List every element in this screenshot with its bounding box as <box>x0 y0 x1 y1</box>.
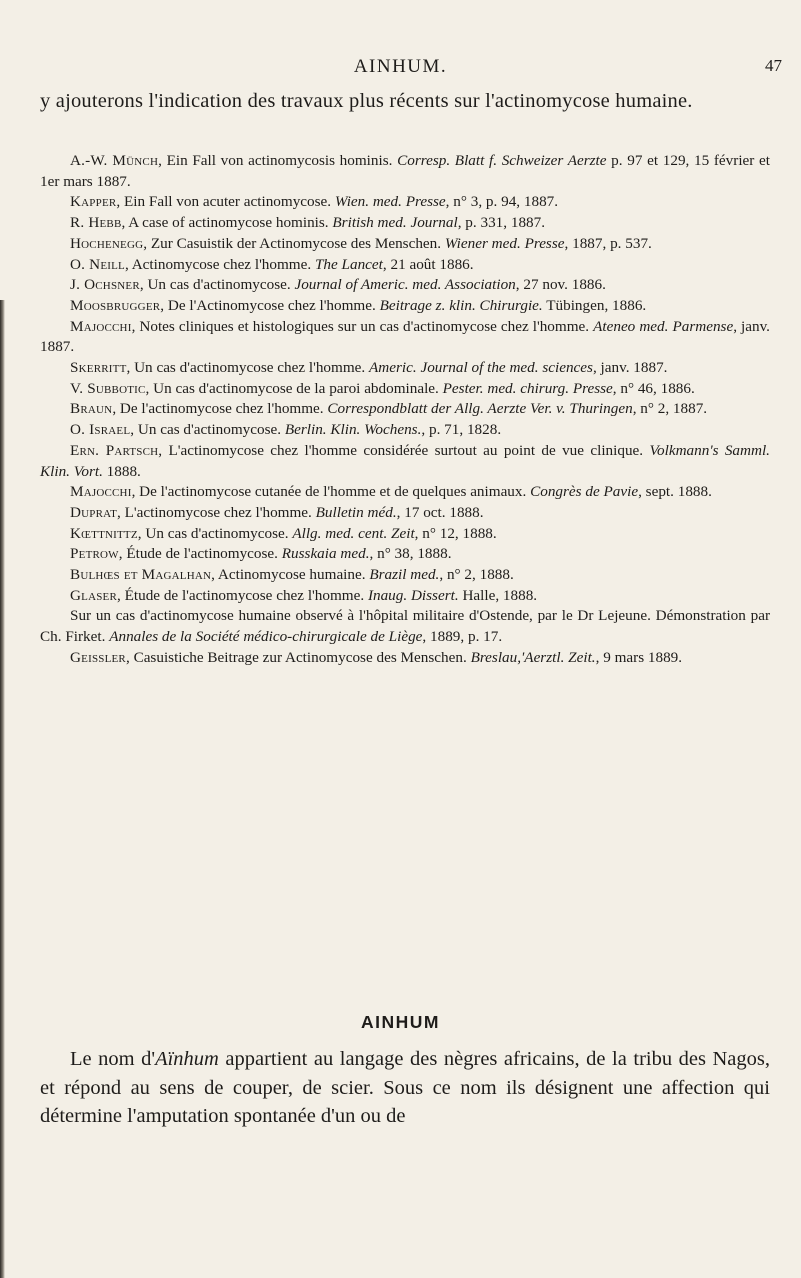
reference-entry <box>40 213 770 234</box>
reference-title: , L'actinomycose chez l'homme considérée surtout au point de vue clinique. <box>158 441 650 459</box>
reference-details: Halle, 1888. <box>458 586 538 604</box>
reference-details: , n° 38, 1888. <box>369 545 452 563</box>
reference-details: , 17 oct. 1888. <box>396 503 484 521</box>
reference-title: , Notes cliniques et histologiques sur un cas d'actinomycose chez l'homme. <box>131 317 594 335</box>
reference-journal: Allg. med. cent. Zeit <box>292 524 415 542</box>
reference-journal: Wiener med. Presse <box>444 234 565 252</box>
reference-title: , De l'actinomycose chez l'homme. <box>112 400 328 418</box>
reference-author: V. Subbotic <box>70 379 146 397</box>
reference-entry <box>40 606 770 647</box>
reference-entry <box>40 565 770 586</box>
reference-entry <box>40 151 770 192</box>
reference-entry <box>40 586 770 607</box>
reference-author: Skerritt <box>70 359 127 377</box>
reference-title: , Ein Fall von acuter actinomycose. <box>116 193 335 211</box>
reference-journal: Breslau,'Aerztl. Zeit. <box>470 648 596 666</box>
reference-journal: Brazil med. <box>369 566 440 584</box>
paragraph-term: Aïnhum <box>155 1048 219 1070</box>
reference-title: , Actinomycose humaine. <box>211 566 370 584</box>
page-number: 47 <box>765 56 782 75</box>
reference-author: Moosbrugger <box>70 296 161 314</box>
reference-details: , n° 12, 1888. <box>414 524 497 542</box>
reference-journal: Corresp. Blatt f. Schweizer Aerzte <box>397 152 607 169</box>
reference-entry <box>40 648 770 669</box>
reference-author: Geissler <box>70 648 126 666</box>
reference-details: p. 97 et 129, 15 février et 1er mars 1887. <box>40 152 770 190</box>
running-title: AINHUM. <box>353 56 448 77</box>
reference-details: , n° 2, 1887. <box>632 400 708 418</box>
reference-title: , Ein Fall von actinomycosis hominis. <box>158 152 398 169</box>
reference-author: Majocchi <box>70 483 132 501</box>
reference-author: Majocchi <box>70 317 132 335</box>
reference-journal: Volkmann's Samml. Klin. Vort. <box>40 441 770 480</box>
binding-edge-shadow <box>0 300 5 1278</box>
reference-title: Sur un cas d'actinomycose humaine observé à l'hôpital militaire d'Ostende, par le Dr Lejeune. Démonstration par Ch. Firket. <box>40 607 770 646</box>
reference-title: , Un cas d'actinomycose. <box>130 421 285 439</box>
reference-author: Duprat <box>70 503 118 521</box>
paragraph-rest: appartient au langage des nègres africains, de la tribu des Nagos, et répond au sens de couper, de scier. Sous ce nom ils désignent une affection qui détermine l'amputation spontanée d'un ou de <box>40 1048 770 1127</box>
reference-author: Bulhœs et Magalhan <box>70 566 212 584</box>
section-paragraph <box>40 1045 770 1131</box>
reference-details: , janv. 1887. <box>40 317 770 356</box>
reference-author: Kœttnittz <box>70 524 138 542</box>
reference-journal: Journal of Americ. med. Association <box>294 276 516 294</box>
reference-details: Tübingen, 1886. <box>542 296 647 314</box>
reference-details: , 21 août 1886. <box>382 255 474 273</box>
reference-journal: Berlin. Klin. Wochens. <box>284 421 422 439</box>
reference-title: , Étude de l'actinomycose. <box>118 545 282 563</box>
reference-list <box>40 151 770 669</box>
reference-entry <box>40 234 770 255</box>
reference-journal: Correspondblatt der Allg. Aerzte Ver. v. Thuringen <box>327 400 633 418</box>
reference-title: , Étude de l'actinomycose chez l'homme. <box>117 586 368 604</box>
reference-details: , 1887, p. 537. <box>564 234 652 252</box>
reference-author: O. Neill <box>70 255 125 273</box>
reference-journal: Bulletin méd. <box>315 503 397 521</box>
paragraph-start: Le nom d' <box>70 1048 156 1070</box>
reference-entry <box>40 317 770 358</box>
reference-journal: Congrès de Pavie <box>530 483 639 501</box>
reference-entry <box>40 296 770 317</box>
reference-journal: Beitrage z. klin. Chirurgie. <box>379 296 543 314</box>
reference-details: , n° 2, 1888. <box>439 566 514 584</box>
reference-entry <box>40 379 770 400</box>
reference-author: A.-W. Münch <box>70 152 159 169</box>
reference-author: Petrow <box>70 545 119 563</box>
reference-entry <box>40 399 770 420</box>
reference-details: , 9 mars 1889. <box>595 648 683 666</box>
reference-details: , 1889, p. 17. <box>422 628 503 646</box>
reference-author: Ern. Partsch <box>70 441 159 459</box>
reference-title: , Un cas d'actinomycose. <box>139 276 295 294</box>
reference-entry <box>40 192 770 213</box>
reference-author: O. Israel <box>70 421 131 439</box>
reference-entry <box>40 544 770 565</box>
reference-author: R. Hebb <box>70 214 122 232</box>
reference-title: , Zur Casuistik der Actinomycose des Menschen. <box>143 234 445 252</box>
reference-title: , Casuistiche Beitrage zur Actinomycose des Menschen. <box>125 648 471 666</box>
section-title: AINHUM <box>361 1012 440 1032</box>
reference-journal: The Lancet <box>314 255 383 273</box>
reference-title: , Actinomycose chez l'homme. <box>124 255 315 273</box>
reference-title: , Un cas d'actinomycose de la paroi abdominale. <box>145 379 443 397</box>
reference-entry <box>40 482 770 503</box>
reference-author: J. Ochsner <box>70 276 140 294</box>
reference-journal: Wien. med. Presse <box>334 193 446 211</box>
reference-journal: Russkaia med. <box>281 545 370 563</box>
reference-details: , sept. 1888. <box>638 483 712 501</box>
reference-details: , n° 46, 1886. <box>612 379 695 397</box>
reference-title: , Un cas d'actinomycose chez l'homme. <box>126 359 369 377</box>
reference-entry <box>40 255 770 276</box>
reference-entry <box>40 358 770 379</box>
reference-author: Glaser <box>70 586 118 604</box>
reference-entry <box>40 524 770 545</box>
reference-title: , De l'actinomycose cutanée de l'homme et de quelques animaux. <box>131 483 531 501</box>
reference-journal: Ateneo med. Parmense <box>593 317 734 335</box>
reference-journal: Annales de la Société médico-chirurgicale de Liège <box>109 628 423 646</box>
reference-author: Hochenegg <box>70 234 144 252</box>
reference-entry <box>40 275 770 296</box>
reference-title: , De l'Actinomycose chez l'homme. <box>160 296 380 314</box>
reference-entry <box>40 441 770 482</box>
reference-title: , L'actinomycose chez l'homme. <box>117 503 316 521</box>
reference-title: , A case of actinomycose hominis. <box>121 214 333 232</box>
reference-journal: Americ. Journal of the med. sciences <box>369 359 593 377</box>
reference-details: , n° 3, p. 94, 1887. <box>445 193 559 211</box>
reference-details: , 27 nov. 1886. <box>515 276 606 294</box>
reference-title: , Un cas d'actinomycose. <box>137 524 293 542</box>
reference-details: , p. 71, 1828. <box>421 421 502 439</box>
reference-entry <box>40 420 770 441</box>
reference-journal: British med. Journal <box>332 214 458 232</box>
reference-journal: Pester. med. chirurg. Presse <box>442 379 613 397</box>
reference-author: Kapper <box>70 193 117 211</box>
reference-details: , janv. 1887. <box>592 359 668 377</box>
reference-entry <box>40 503 770 524</box>
reference-details: 1888. <box>102 462 141 480</box>
reference-details: , p. 331, 1887. <box>457 214 546 232</box>
reference-author: Braun <box>70 400 113 418</box>
reference-journal: Inaug. Dissert. <box>367 586 459 604</box>
intro-paragraph: y ajouterons l'indication des travaux plus récents sur l'actinomycose humaine. <box>40 90 693 112</box>
